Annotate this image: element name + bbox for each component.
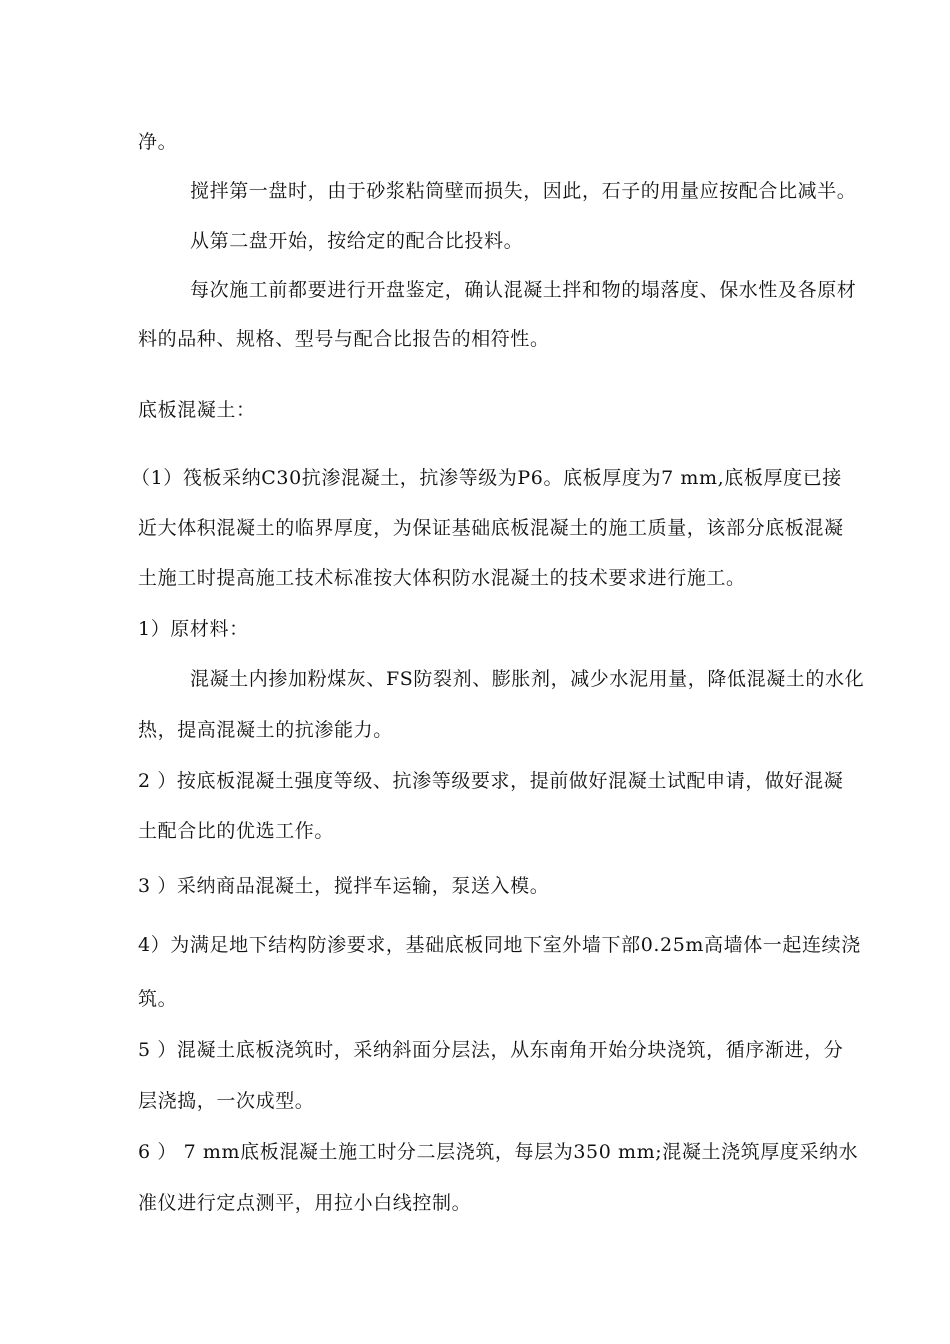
text-line: 净。 (138, 131, 178, 153)
section-heading: 底板混凝土： (138, 399, 256, 421)
text-line: 料的品种、规格、型号与配合比报告的相符性。 (138, 328, 550, 350)
text-line: 6 ） 7 mm底板混凝土施工时分二层浇筑，每层为350 mm;混凝土浇筑厚度采纳水 (138, 1141, 859, 1163)
text-line: 混凝土内掺加粉煤灰、FS防裂剂、膨胀剂，减少水泥用量，降低混凝土的水化 (190, 668, 865, 690)
text-line: 土施工时提高施工技术标准按大体积防水混凝土的技术要求进行施工。 (138, 567, 746, 589)
text-line: （1）筏板采纳C30抗渗混凝土，抗渗等级为P6。底板厚度为7 mm,底板厚度已接 (131, 467, 842, 489)
text-line: 5 ）混凝土底板浇筑时，采纳斜面分层法，从东南角开始分块浇筑，循序渐进，分 (138, 1039, 844, 1061)
text-line: 热，提高混凝土的抗渗能力。 (138, 719, 393, 741)
text-line: 筑。 (138, 988, 178, 1010)
text-line: 4）为满足地下结构防渗要求，基础底板同地下室外墙下部0.25m高墙体一起连续浇 (138, 934, 861, 956)
text-line: 2 ）按底板混凝土强度等级、抗渗等级要求，提前做好混凝土试配申请，做好混凝 (138, 770, 844, 792)
text-line: 近大体积混凝土的临界厚度，为保证基础底板混凝土的施工质量，该部分底板混凝 (138, 517, 844, 539)
text-line: 1）原材料： (138, 618, 249, 640)
text-line: 3 ）采纳商品混凝土，搅拌车运输，泵送入模。 (138, 875, 550, 897)
text-line: 层浇捣，一次成型。 (138, 1090, 315, 1112)
text-line: 从第二盘开始，按给定的配合比投料。 (190, 230, 524, 252)
text-line: 土配合比的优选工作。 (138, 820, 335, 842)
text-line: 每次施工前都要进行开盘鉴定，确认混凝土拌和物的塌落度、保水性及各原材 (190, 279, 857, 301)
text-line: 搅拌第一盘时，由于砂浆粘筒壁而损失，因此，石子的用量应按配合比减半。 (190, 180, 857, 202)
text-line: 准仪进行定点测平，用拉小白线控制。 (138, 1192, 472, 1214)
